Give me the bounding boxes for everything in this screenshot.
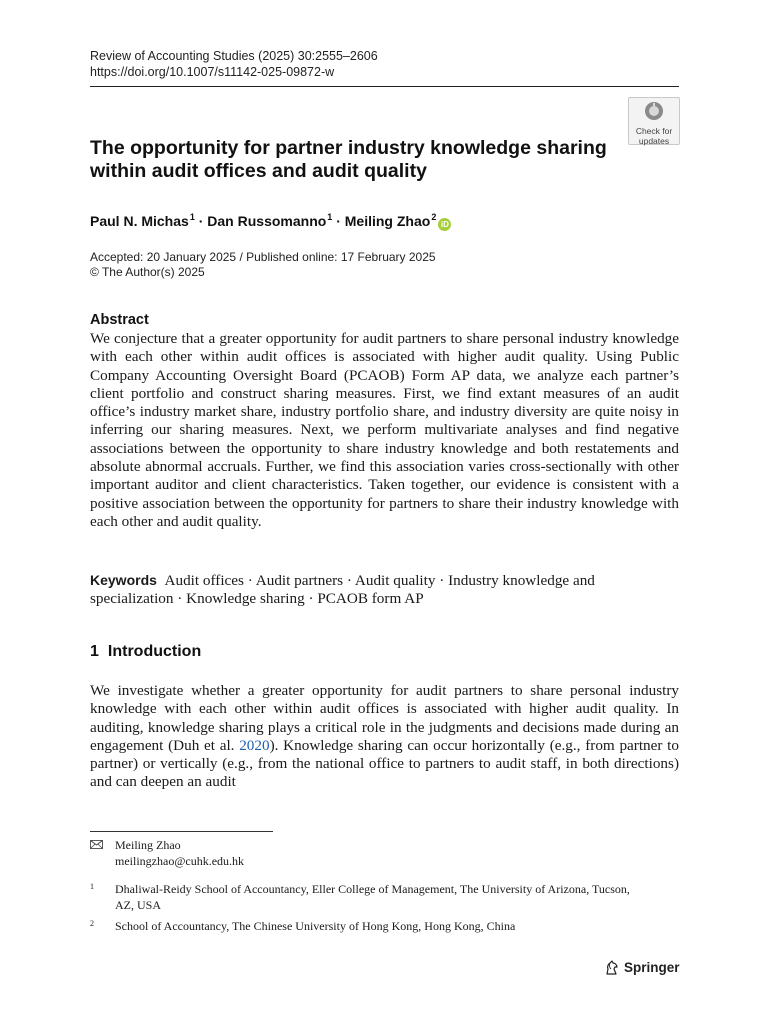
footnote-mark: 2 <box>90 919 94 928</box>
section-title: Introduction <box>107 643 202 660</box>
article-dates <box>90 250 436 280</box>
affiliation-mark: 2 <box>431 212 437 222</box>
copyright-line: © The Author(s) 2025 <box>90 265 205 279</box>
introduction-text <box>90 682 679 792</box>
title-line-2: within audit offices and audit quality <box>90 160 427 182</box>
author-separator: · <box>332 213 345 229</box>
journal-header <box>90 48 378 80</box>
check-for-updates-line1: Check for <box>635 126 673 136</box>
publisher-logo <box>604 960 680 975</box>
author-name[interactable]: Meiling Zhao <box>344 213 431 229</box>
contact-name: Meiling Zhao <box>115 838 181 852</box>
citation-link[interactable]: 2020 <box>239 736 270 754</box>
footnote-rule <box>90 831 273 832</box>
footnote-mark: 1 <box>90 882 94 891</box>
journal-doi[interactable]: https://doi.org/10.1007/s11142-025-09872-w <box>90 65 335 79</box>
title-line-1: The opportunity for partner industry knowledge sharing <box>90 137 607 159</box>
abstract-heading: Abstract <box>90 312 149 328</box>
check-for-updates-icon <box>644 101 664 121</box>
journal-citation: Review of Accounting Studies (2025) 30:2555–2606 <box>90 49 378 63</box>
affiliation-mark: 1 <box>189 212 195 222</box>
affiliation-text: School of Accountancy, The Chinese University of Hong Kong, Hong Kong, China <box>115 919 516 933</box>
author-name[interactable]: Dan Russomanno <box>207 213 327 229</box>
author-separator: · <box>194 213 208 229</box>
section-number: 1 <box>90 643 99 660</box>
check-for-updates-line2: updates <box>638 136 670 146</box>
header-rule <box>90 86 679 87</box>
check-for-updates-badge[interactable] <box>628 97 680 145</box>
orcid-icon[interactable]: iD <box>438 218 451 231</box>
affiliation-footnote <box>90 882 635 913</box>
author-list <box>90 208 451 231</box>
intro-text-part-1: We investigate whether a greater opportunity for audit partners to share personal industry knowledge with each other within audit offices is associated with higher audit quality. In auditing, knowledge sharing plays a critical role in the judgments and decisions made during an engagement (Duh et al. <box>90 682 679 754</box>
article-title <box>90 137 630 183</box>
author-name[interactable]: Paul N. Michas <box>90 213 189 229</box>
abstract-text: We conjecture that a greater opportunity for audit partners to share personal industry knowledge with each other within audit offices is associated with higher audit quality. Using Public Company Accounting Oversight Board (PCAOB) Form AP data, we analyze each partner’s client portfolio and construct sharing measures. First, we find extant measures of an audit office’s industry market share, industry portfolio share, and industry diversity are quite noisy in inferring our sharing measures. Next, we perform multivariate analyses and find negative associations between the opportunity to share industry knowledge and both restatements and absolute abnormal accruals. Further, we find this association varies cross-sectionally with other important auditor and client characteristics. Taken together, our evidence is consistent with a positive association between the opportunity for partners to share their industry knowledge with each other and audit quality. <box>90 330 679 530</box>
keywords-label: Keywords <box>90 572 157 588</box>
publisher-name: Springer <box>624 960 680 975</box>
envelope-icon <box>90 840 103 849</box>
contact-email[interactable]: meilingzhao@cuhk.edu.hk <box>115 853 245 868</box>
affiliation-text: Dhaliwal-Reidy School of Accountancy, Eller College of Management, The University of Arizona, Tucson, AZ, USA <box>115 882 630 912</box>
springer-horse-icon <box>604 960 620 975</box>
keywords-section <box>90 571 679 609</box>
intro-text-part-2: ). Knowledge sharing can occur horizontally (e.g., from partner to partner) or vertically (e.g., from the national office to partners to audit staff, in both directions) and can deepen an audit <box>90 736 679 791</box>
corresponding-author <box>90 838 244 869</box>
accepted-published-dates: Accepted: 20 January 2025 / Published online: 17 February 2025 <box>90 250 436 264</box>
affiliation-footnote <box>90 919 635 935</box>
affiliation-mark: 1 <box>327 212 333 222</box>
keywords-list: Audit offices · Audit partners · Audit quality · Industry knowledge and specialization · Knowledge sharing · PCAOB form AP <box>90 572 595 608</box>
section-heading-introduction <box>90 643 201 661</box>
